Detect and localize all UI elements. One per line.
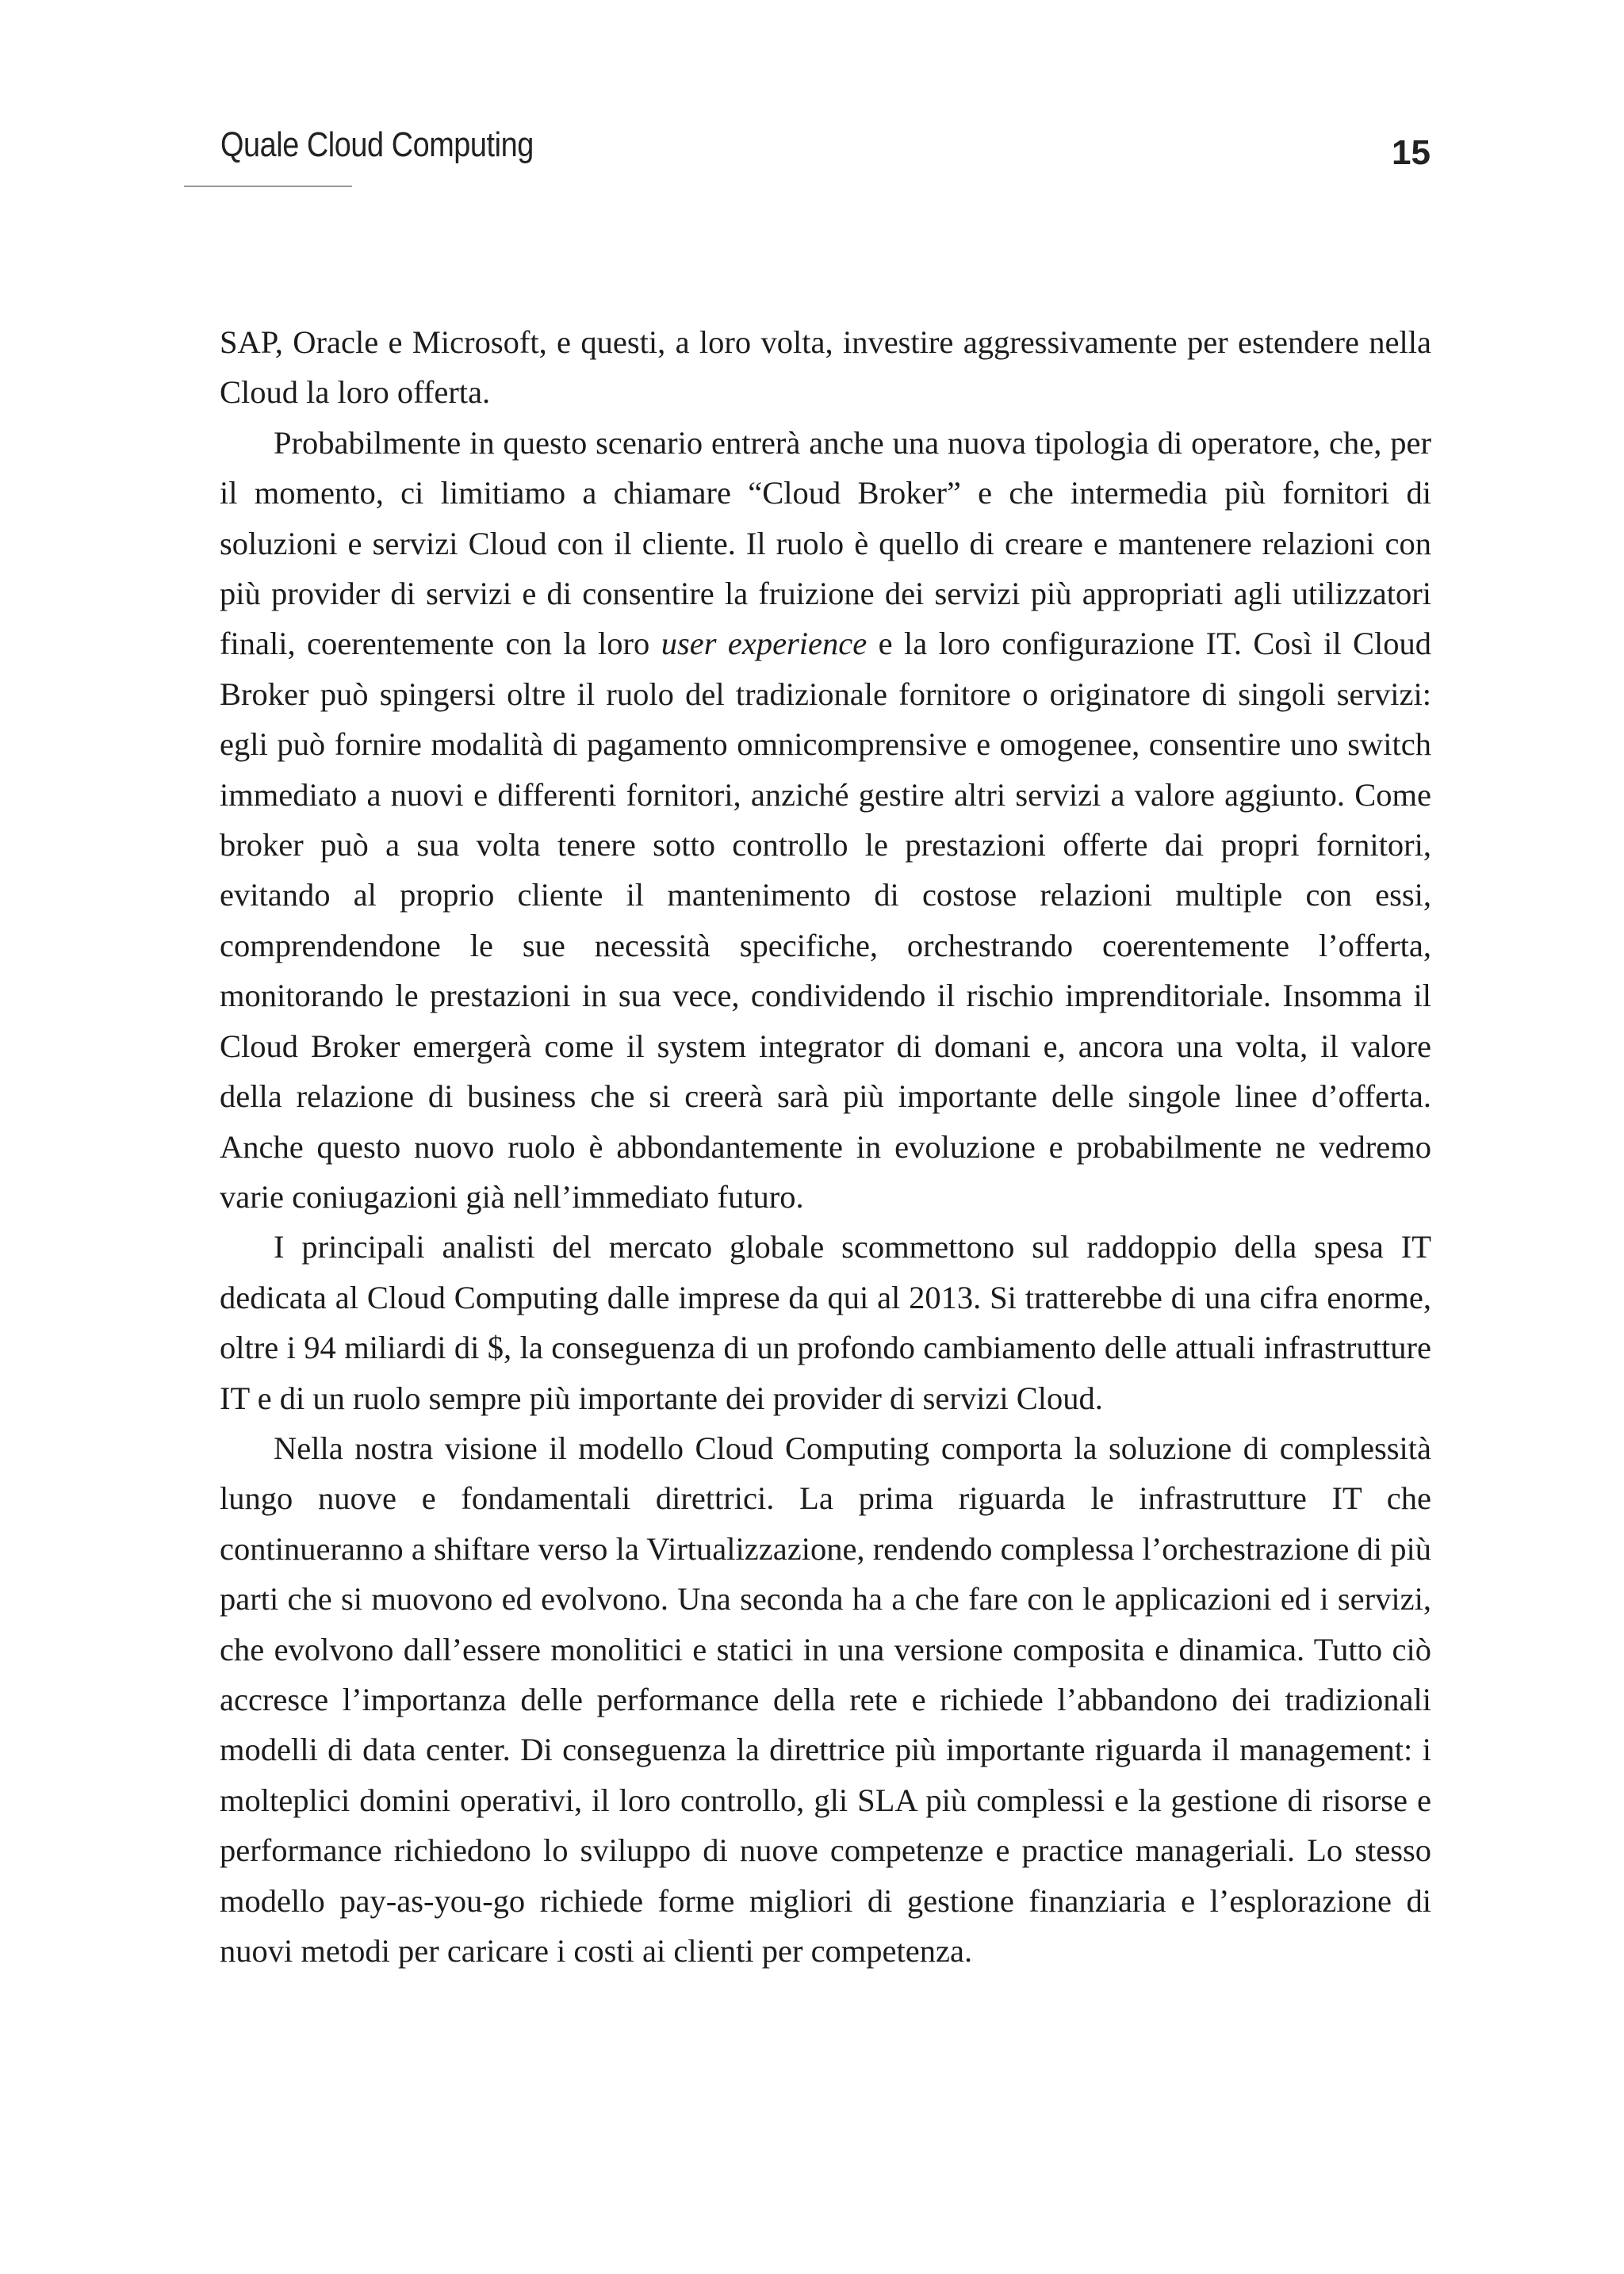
- running-head-title: Quale Cloud Computing: [220, 125, 534, 164]
- header-divider: [184, 186, 352, 187]
- paragraph-1: SAP, Oracle e Microsoft, e questi, a loro volta, investire aggressivamente per estendere nella Cloud la loro offerta.: [220, 324, 1431, 411]
- paragraph-4: Nella nostra visione il modello Cloud Computing comporta la soluzione di complessità lungo nuove e fondamentali direttrici. La prima riguarda le infrastrutture IT che continueranno a shiftare verso la Virtualizzazione, rendendo complessa l’orchestrazione di più parti che si muovono ed evolvono. Una seconda ha a che fare con le applicazioni ed i servizi, che evolvono dall’essere monolitici e statici in una versione composita e dinamica. Tutto ciò accresce l’importanza delle performance della rete e richiede l’abbandono dei tradizionali modelli di data center. Di conseguenza la direttrice più importante riguarda il management: i molteplici domini operativi, il loro controllo, gli SLA più complessi e la gestione di risorse e performance richiedono lo sviluppo di nuove competenze e practice manageriali. Lo stesso modello pay-as-you-go richiede forme migliori di gestione finanziaria e l’esplorazione di nuovi metodi per caricare i costi ai clienti per competenza.: [220, 1430, 1431, 1969]
- paragraph-3: I principali analisti del mercato globale scommettono sul raddoppio della spesa IT dedicata al Cloud Computing dalle imprese da qui al 2013. Si tratterebbe di una cifra enorme, oltre i 94 miliardi di $, la conseguenza di un profondo cambiamento delle attuali infrastrutture IT e di un ruolo sempre più importante dei provider di servizi Cloud.: [220, 1229, 1431, 1416]
- page-body: [220, 317, 1431, 1976]
- paragraph-2-part-a: Probabilmente in questo scenario entrerà anche una nuova tipologia di operatore, che, per il momento, ci limitiamo a chiamare “Cloud Broker” e che intermedia più fornitori di soluzioni e servizi Cloud con il cliente. Il ruolo è quello di creare e mantenere relazioni con più provider di servizi e di consentire la fruizione dei servizi più appropriati agli utilizzatori finali, coerentemente con la loro: [220, 424, 1431, 662]
- page-number: 15: [1392, 133, 1431, 172]
- paragraph-2: [220, 418, 1431, 1223]
- paragraph-2-part-b: e la loro configurazione IT. Così il Cloud Broker può spingersi oltre il ruolo del tradizionale fornitore o originatore di singoli servizi: egli può fornire modalità di pagamento omnicomprensive e omogenee, consentire uno switch immediato a nuovi e differenti fornitori, anziché gestire altri servizi a valore aggiunto. Come broker può a sua volta tenere sotto controllo le prestazioni offerte dai propri fornitori, evitando al proprio cliente il mantenimento di costose relazioni multiple con essi, comprendendone le sue necessità specifiche, orchestrando coerentemente l’offerta, monitorando le prestazioni in sua vece, condividendo il rischio imprenditoriale. Insomma il Cloud Broker emergerà come il system integrator di domani e, ancora una volta, il valore della relazione di business che si creerà sarà più importante delle singole linee d’offerta. Anche questo nuovo ruolo è abbondantemente in evoluzione e probabilmente ne vedremo varie coniugazioni già nell’immediato futuro.: [220, 626, 1431, 1215]
- paragraph-2-emphasis: user experience: [661, 626, 868, 662]
